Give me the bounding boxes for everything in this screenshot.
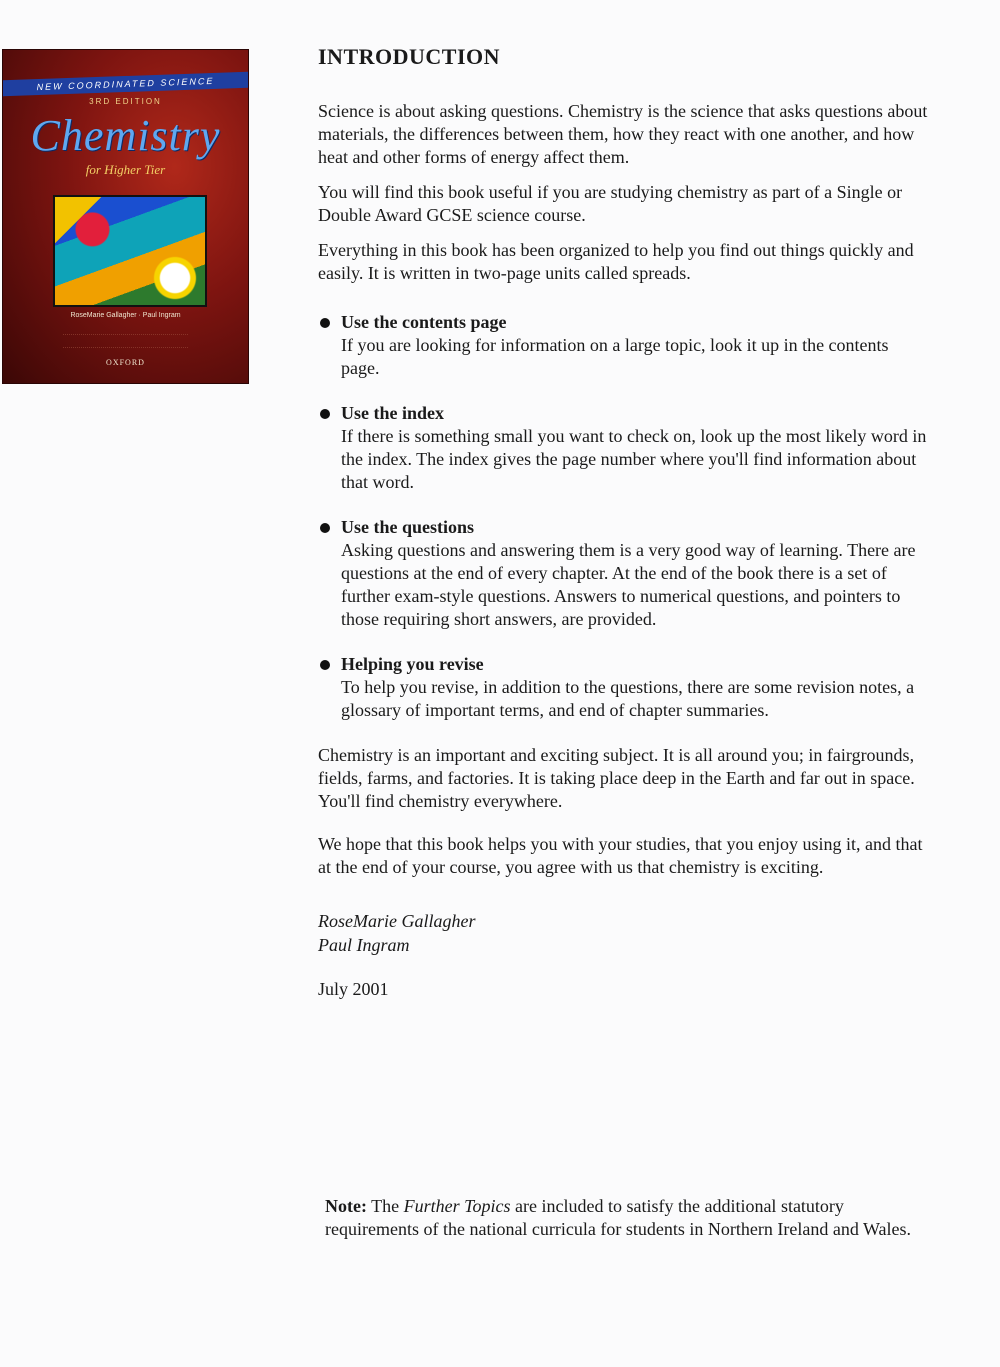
author-signatures [318, 909, 930, 957]
cover-publisher: OXFORD [106, 358, 145, 367]
cover-subtitle: for Higher Tier [85, 162, 166, 177]
list-item [318, 653, 930, 722]
note-label: Note: [325, 1196, 367, 1216]
list-item-heading: Use the contents page [341, 312, 507, 332]
book-cover-image [3, 50, 248, 383]
publication-date: July 2001 [318, 979, 389, 999]
introduction-content [318, 44, 930, 1000]
cover-authors: RoseMarie Gallagher · Paul Ingram [70, 312, 181, 319]
author-name: RoseMarie Gallagher [318, 911, 476, 931]
list-item-heading: Helping you revise [341, 654, 484, 674]
note-emphasis: Further Topics [403, 1196, 511, 1216]
closing-paragraph: We hope that this book helps you with your studies, that you enjoy using it, and that at the end of your course, you agree with us that chemistry is exciting. [318, 834, 923, 877]
bullet-icon [320, 660, 330, 670]
closing-section [318, 744, 930, 879]
note-text-pre: The [366, 1196, 404, 1216]
bullet-icon [320, 409, 330, 419]
list-item [318, 516, 930, 631]
list-item-text: To help you revise, in addition to the questions, there are some revision notes, a glossary of important terms, and end of chapter summaries. [341, 677, 915, 720]
cover-artwork [53, 195, 207, 307]
list-item [318, 311, 930, 380]
cover-title: Chemistry [30, 111, 221, 160]
list-item [318, 402, 930, 494]
list-item-text: If you are looking for information on a large topic, look it up in the contents page. [341, 335, 889, 378]
note-text-post: are included to satisfy the additional statutory requirements of the national curricula for students in Northern Ireland and Wales. [325, 1196, 912, 1239]
cover-fine-print [63, 334, 188, 348]
bullet-icon [320, 318, 330, 328]
list-item-text: Asking questions and answering them is a very good way of learning. There are questions at the end of every chapter. At the end of the book there is a set of further exam-style questions. Answers to numerical questions, and pointers to those requiring short answers, are provided. [341, 540, 916, 629]
footnote [325, 1195, 925, 1241]
page-title: INTRODUCTION [318, 44, 501, 69]
closing-paragraph: Chemistry is an important and exciting subject. It is all around you; in fairgrounds, fields, farms, and factories. It is taking place deep in the Earth and far out in space. You'll find chemistry everywhere. [318, 745, 915, 811]
cover-edition: 3RD EDITION [89, 97, 162, 106]
cover-series-band: NEW COORDINATED SCIENCE [3, 72, 248, 97]
list-item-text: If there is something small you want to check on, look up the most likely word in the index. The index gives the page number where you'll find information about that word. [341, 426, 927, 492]
intro-paragraph: Everything in this book has been organized to help you find out things quickly and easily. It is written in two-page units called spreads. [318, 240, 914, 283]
tips-list [318, 311, 930, 722]
intro-paragraph: You will find this book useful if you are studying chemistry as part of a Single or Double Award GCSE science course. [318, 182, 903, 225]
list-item-heading: Use the questions [341, 517, 475, 537]
bullet-icon [320, 523, 330, 533]
author-name: Paul Ingram [318, 935, 410, 955]
intro-paragraph: Science is about asking questions. Chemistry is the science that asks questions about materials, the differences between them, how they react with one another, and how heat and other forms of energy affect them. [318, 101, 928, 167]
list-item-heading: Use the index [341, 403, 444, 423]
